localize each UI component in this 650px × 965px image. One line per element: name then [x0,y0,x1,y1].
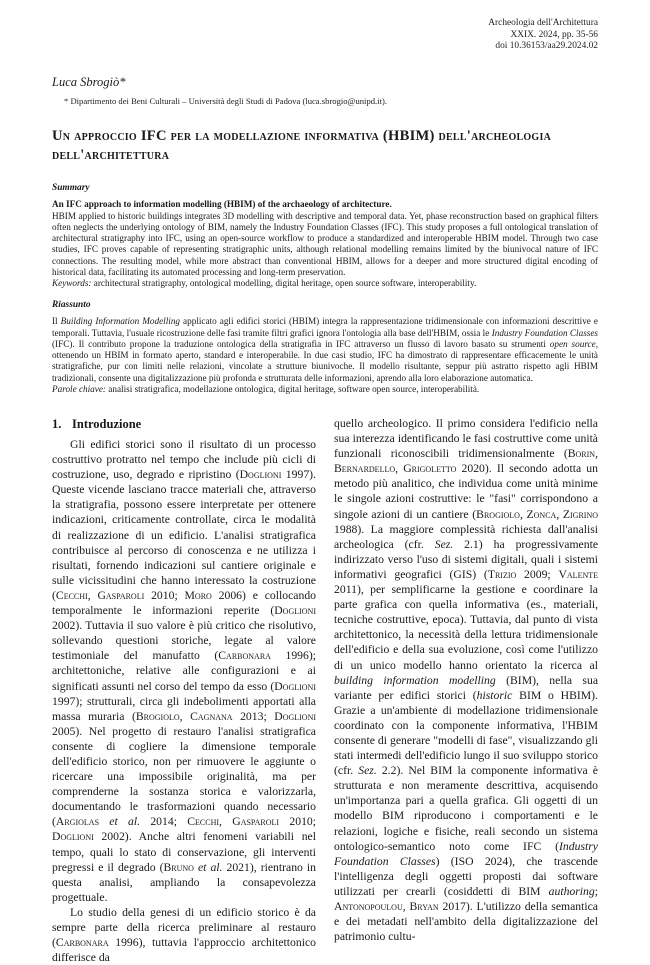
article-title: Un approccio IFC per la modellazione informativa (HBIM) dell'archeologia dell'architettura [52,128,552,163]
body-column-right [334,416,598,944]
riassunto-body: Il Building Information Modelling applicato agli edifici storici (HBIM) integra la rappresentazione tridimensionale con informazioni descrittive e temporali. Tuttavia, l'usuale ricostruzione delle fasi tramite filtri grafici ignora l'ontologia alla base dell'HBIM, ossia le Industry Foundation Classes (IFC). Il contributo propone la traduzione ontologica della stratigrafia in IFC attraverso un flusso di lavoro basato su strumenti open source, ottenendo un HBIM in formato aperto, standard e interoperabile. In due casi studio, IFC ha dimostrato di rappresentare efficacemente le unità stratigrafiche, pur con limiti nelle relazioni, vincolate a strutture biunivoche. Il modello risultante, seppur più astratto rispetto agli HBIM tradizionali, consente una digitalizzazione più profonda e strutturata delle informazioni, aprendo alla loro elaborazione automatica. [52,316,599,383]
paragraph: Lo studio della genesi di un edificio storico è da sempre parte della ricerca preliminare al restauro (Carbonara 1996), tuttavia l'approccio architettonico differisce da [52,905,316,965]
parole-chiave-label: Parole chiave: [52,384,106,395]
section-title: Introduzione [72,417,142,431]
keywords-label: Keywords: [52,278,92,289]
journal-header [488,18,598,53]
journal-doi: doi 10.36153/aa29.2024.02 [495,41,598,52]
riassunto-block [52,300,598,395]
journal-volume: XXIX. 2024, pp. 35-56 [510,29,598,40]
parole-chiave-list: analisi stratigrafica, modellazione ontologica, digital heritage, software open source, interoperabilità. [106,384,480,395]
riassunto-keywords [52,384,598,395]
body-column-left [52,437,316,965]
summary-keywords [52,278,598,289]
journal-name: Archeologia dell'Architettura [488,18,598,28]
paragraph: quello archeologico. Il primo considera l'edificio nella sua interezza identificando le fasi costruttive come unità funzionali riconoscibili tridimensionalmente (Borin, Bernardello, Grigoletto 2020). Il secondo adotta un metodo più analitico, che individua come unità minime le singole azioni costruttive: le "fasi" corrispondono a singole azioni di un cantiere (Brogiolo, Zonca, Zigrino 1988). La maggiore complessità richiesta dall'analisi archeologica (cfr. Sez. 2.1) ha progressivamente indirizzato verso l'uso di sistemi digitali, quali i sistemi informativi geografici (GIS) (Trizio 2009; Valente 2011), per semplificarne la gestione e coordinare la parte grafica con quella informativa (es., materiali, tecniche costruttive, epoca). Tuttavia, dal punto di vista architettonico, la necessità della lettura tridimensionale dell'edificio e della sua evoluzione, così come l'utilizzo di un unico modello hanno orientato la ricerca al building information modelling (BIM), nella sua variante per edifici storici (historic BIM o HBIM). Grazie a un'ambiente di modellazione tridimensionale coordinato con la componente informativa, l'HBIM consente di generare "modelli di fase", visualizzando gli stati intermedi dell'edificio lungo il suo sviluppo storico (cfr. Sez. 2.2). Nel BIM la componente informativa è strutturata e non meramente descrittiva, acquisendo un'importanza pari a quella grafica. Gli oggetti di un modello BIM riproducono i comportamenti e le relazioni, logiche e fisiche, reali secondo un sistema ontologico-semantico noto come IFC (Industry Foundation Classes) (ISO 2024), che trascende l'intelligenza degli oggetti proposti dai software utilizzati per crearli (cosiddetti di BIM authoring; Antonopoulou, Bryan 2017). L'utilizzo della semantica e dei metadati nell'ambito della digitalizzazione del patrimonio cultu- [334,417,599,944]
riassunto-heading: Riassunto [52,300,91,310]
summary-subtitle: An IFC approach to information modelling (HBIM) of the archaeology of architecture. [52,199,392,210]
summary-heading: Summary [52,183,90,193]
summary-block [52,183,598,290]
author-name: Luca Sbrogiò* [52,75,126,89]
keywords-list: architectural stratigraphy, ontological modelling, digital heritage, open source software, interoperability. [91,278,477,289]
author-affiliation: * Dipartimento dei Beni Culturali – Università degli Studi di Padova (luca.sbrogio@unipd.it). [64,96,387,106]
section-heading [52,417,141,432]
section-number: 1. [52,417,62,431]
paragraph: Gli edifici storici sono il risultato di un processo costruttivo protratto nel tempo che include più cicli di costruzione, uso, degrado e ripristino (Doglioni 1997). Queste vicende lasciano tracce materiali che, attraverso la stratigrafia, possono essere interpretate per ottenere indicazioni, criticamente controllate, circa le modalità di realizzazione di un edificio. L'analisi stratigrafica contribuisce al percorso di conoscenza e ne utilizza i risultati, fornendo indicazioni sul cantiere originale e sulle vicissitudini che hanno interessato la costruzione (Cecchi, Gasparoli 2010; Moro 2006) e collocando temporalmente le informazioni reperite (Doglioni 2002). Tuttavia il suo valore è più critico che risolutivo, sollevando questioni storiche, legate al valore testimoniale del manufatto (Carbonara 1996); architettoniche, relative alle configurazioni e ai significati assunti nel corso del tempo da esso (Doglioni 1997); strutturali, circa gli indebolimenti apportati alla massa muraria (Brogiolo, Cagnana 2013; Doglioni 2005). Nel progetto di restauro l'analisi stratigrafica consente di cogliere la dimensione temporale dell'edificio storico, non per rimuovere le aggiunte o ricercare una impossibile originalità, ma per comprenderne la sostanza storica e valorizzarla, documentando le trasformazioni quando necessario (Argiolas et al. 2014; Cecchi, Gasparoli 2010; Doglioni 2002). Anche altri fenomeni variabili nel tempo, quali lo stato di conservazione, gli interventi pregressi e il degrado (Bruno et al. 2021), rientrano in questa analisi, ampliando la consapevolezza progettuale. [52,438,317,904]
summary-body [52,211,598,279]
summary-text: HBIM applied to historic buildings integrates 3D modelling with descriptive and temporal data. Yet, phase reconstruction based on graphical filters often neglects the underlying ontology of BIM, namely the Industry Foundation Classes (IFC). This study proposes a full ontological translation of architectural stratigraphy into IFC, using an open-source workflow to produce a standardized and interoperable HBIM model. Through two case studies, IFC proves capable of representing stratigraphic units, although relational modelling remains limited by the biunivocal nature of IFC connections. The resulting model, while more abstract than conventional HBIM, allows for a deeper and more structured digital encoding of historical data, facilitating its automated processing and long-term preservation. [52,210,598,278]
